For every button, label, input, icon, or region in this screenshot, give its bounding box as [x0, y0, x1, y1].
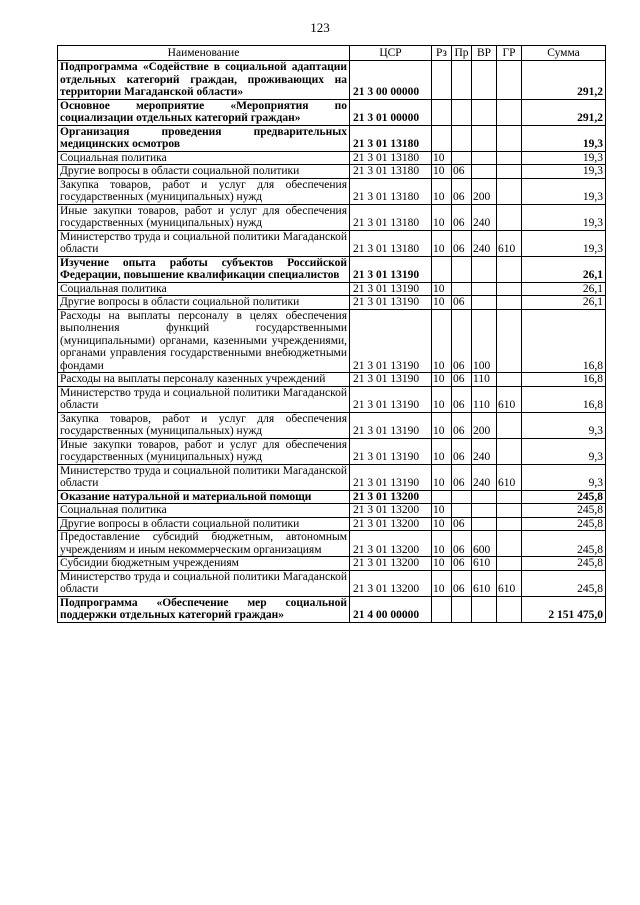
row-vr: [472, 151, 497, 165]
row-name: Иные закупки товаров, работ и услуг для обеспечения государственных (муниципальных) нужд: [58, 438, 350, 464]
budget-table: [57, 45, 606, 623]
row-name: Иные закупки товаров, работ и услуг для обеспечения государственных (муниципальных) нужд: [58, 204, 350, 230]
row-rz: 10: [432, 204, 452, 230]
row-pr: [452, 61, 472, 100]
table-row: [58, 296, 606, 310]
table-row: [58, 596, 606, 622]
table-row: [58, 373, 606, 387]
row-vr: [472, 517, 497, 531]
row-gr: 610: [497, 386, 522, 412]
row-sum: 245,8: [522, 570, 606, 596]
row-gr: [497, 557, 522, 571]
row-csr: 21 3 01 13190: [350, 412, 432, 438]
row-pr: [452, 256, 472, 282]
row-sum: 245,8: [522, 490, 606, 504]
row-gr: [497, 438, 522, 464]
row-gr: [497, 596, 522, 622]
table-row: [58, 386, 606, 412]
row-gr: 610: [497, 570, 522, 596]
row-pr: 06: [452, 517, 472, 531]
row-name: Социальная политика: [58, 151, 350, 165]
row-vr: [472, 256, 497, 282]
row-pr: [452, 504, 472, 518]
table-row: [58, 230, 606, 256]
row-rz: 10: [432, 373, 452, 387]
row-csr: 21 3 01 13190: [350, 256, 432, 282]
row-rz: [432, 596, 452, 622]
row-csr: 21 3 01 13190: [350, 282, 432, 296]
row-gr: [497, 178, 522, 204]
row-gr: [497, 61, 522, 100]
table-row: [58, 178, 606, 204]
row-csr: 21 3 01 00000: [350, 99, 432, 125]
row-vr: [472, 596, 497, 622]
row-name: Организация проведения предварительных медицинских осмотров: [58, 125, 350, 151]
row-gr: [497, 531, 522, 557]
row-rz: 10: [432, 464, 452, 490]
row-pr: [452, 99, 472, 125]
table-row: [58, 531, 606, 557]
row-csr: 21 3 00 00000: [350, 61, 432, 100]
row-vr: 110: [472, 373, 497, 387]
row-sum: 9,3: [522, 412, 606, 438]
table-row: [58, 557, 606, 571]
row-pr: [452, 490, 472, 504]
row-name: Министерство труда и социальной политики Магаданской области: [58, 386, 350, 412]
row-pr: [452, 151, 472, 165]
row-rz: 10: [432, 531, 452, 557]
row-rz: [432, 61, 452, 100]
row-sum: 9,3: [522, 438, 606, 464]
row-rz: [432, 256, 452, 282]
row-gr: [497, 165, 522, 179]
row-csr: 21 3 01 13200: [350, 570, 432, 596]
row-rz: 10: [432, 504, 452, 518]
row-vr: 100: [472, 309, 497, 373]
header-name: Наименование: [58, 46, 350, 61]
row-vr: [472, 99, 497, 125]
row-pr: 06: [452, 531, 472, 557]
row-rz: 10: [432, 296, 452, 310]
row-vr: 240: [472, 438, 497, 464]
table-row: [58, 61, 606, 100]
row-pr: 06: [452, 309, 472, 373]
row-name: Министерство труда и социальной политики Магаданской области: [58, 230, 350, 256]
row-pr: 06: [452, 386, 472, 412]
row-name: Предоставление субсидий бюджетным, автономным учреждениям и иным некоммерческим организациям: [58, 531, 350, 557]
row-rz: 10: [432, 282, 452, 296]
row-csr: 21 3 01 13200: [350, 531, 432, 557]
row-name: Основное мероприятие «Мероприятия по социализации отдельных категорий граждан»: [58, 99, 350, 125]
row-csr: 21 3 01 13190: [350, 438, 432, 464]
header-pr: Пр: [452, 46, 472, 61]
row-csr: 21 3 01 13180: [350, 178, 432, 204]
row-gr: [497, 309, 522, 373]
row-sum: 19,3: [522, 178, 606, 204]
row-vr: 200: [472, 178, 497, 204]
row-vr: 240: [472, 204, 497, 230]
row-csr: 21 3 01 13190: [350, 464, 432, 490]
row-csr: 21 3 01 13180: [350, 165, 432, 179]
row-vr: 200: [472, 412, 497, 438]
row-vr: 110: [472, 386, 497, 412]
row-rz: [432, 490, 452, 504]
row-rz: 10: [432, 309, 452, 373]
row-csr: 21 3 01 13190: [350, 373, 432, 387]
row-csr: 21 3 01 13200: [350, 517, 432, 531]
row-sum: 19,3: [522, 125, 606, 151]
row-sum: 291,2: [522, 99, 606, 125]
row-vr: 600: [472, 531, 497, 557]
table-row: [58, 570, 606, 596]
row-pr: 06: [452, 557, 472, 571]
row-gr: [497, 296, 522, 310]
row-vr: [472, 165, 497, 179]
row-vr: [472, 504, 497, 518]
row-sum: 16,8: [522, 386, 606, 412]
row-csr: 21 3 01 13200: [350, 557, 432, 571]
row-csr: 21 3 01 13200: [350, 490, 432, 504]
row-pr: 06: [452, 464, 472, 490]
row-name: Министерство труда и социальной политики Магаданской области: [58, 464, 350, 490]
row-pr: 06: [452, 296, 472, 310]
row-pr: 06: [452, 178, 472, 204]
row-name: Другие вопросы в области социальной политики: [58, 296, 350, 310]
row-name: Подпрограмма «Содействие в социальной адаптации отдельных категорий граждан, проживающих на территории Магаданской области»: [58, 61, 350, 100]
header-csr: ЦСР: [350, 46, 432, 61]
row-sum: 16,8: [522, 373, 606, 387]
row-sum: 9,3: [522, 464, 606, 490]
table-row: [58, 256, 606, 282]
row-gr: 610: [497, 230, 522, 256]
row-sum: 26,1: [522, 282, 606, 296]
table-body: [58, 61, 606, 623]
table-row: [58, 504, 606, 518]
row-pr: 06: [452, 438, 472, 464]
row-sum: 245,8: [522, 504, 606, 518]
table-row: [58, 490, 606, 504]
header-gr: ГР: [497, 46, 522, 61]
row-pr: [452, 596, 472, 622]
row-csr: 21 3 01 13190: [350, 296, 432, 310]
row-pr: 06: [452, 204, 472, 230]
page-number: 123: [310, 20, 330, 35]
table-row: [58, 99, 606, 125]
row-pr: 06: [452, 165, 472, 179]
row-sum: 2 151 475,0: [522, 596, 606, 622]
row-sum: 19,3: [522, 230, 606, 256]
row-vr: [472, 125, 497, 151]
row-name: Социальная политика: [58, 282, 350, 296]
table-row: [58, 204, 606, 230]
row-pr: 06: [452, 570, 472, 596]
header-rz: Рз: [432, 46, 452, 61]
row-sum: 19,3: [522, 165, 606, 179]
row-pr: 06: [452, 412, 472, 438]
row-csr: 21 3 01 13180: [350, 204, 432, 230]
row-rz: 10: [432, 412, 452, 438]
row-csr: 21 3 01 13190: [350, 386, 432, 412]
row-vr: 610: [472, 557, 497, 571]
row-gr: [497, 256, 522, 282]
table-row: [58, 464, 606, 490]
table-header-row: [58, 46, 606, 61]
row-sum: 291,2: [522, 61, 606, 100]
row-pr: [452, 125, 472, 151]
row-name: Изучение опыта работы субъектов Российской Федерации, повышение квалификации специалистов: [58, 256, 350, 282]
row-gr: [497, 412, 522, 438]
row-gr: 610: [497, 464, 522, 490]
row-vr: 240: [472, 464, 497, 490]
row-gr: [497, 504, 522, 518]
header-vr: ВР: [472, 46, 497, 61]
row-gr: [497, 490, 522, 504]
row-csr: 21 3 01 13200: [350, 504, 432, 518]
row-sum: 245,8: [522, 517, 606, 531]
table-row: [58, 125, 606, 151]
table-row: [58, 151, 606, 165]
row-gr: [497, 204, 522, 230]
row-rz: 10: [432, 165, 452, 179]
row-name: Субсидии бюджетным учреждениям: [58, 557, 350, 571]
row-vr: 610: [472, 570, 497, 596]
row-rz: [432, 99, 452, 125]
row-vr: [472, 490, 497, 504]
row-name: Расходы на выплаты персоналу казенных учреждений: [58, 373, 350, 387]
row-csr: 21 3 01 13180: [350, 125, 432, 151]
row-rz: 10: [432, 570, 452, 596]
row-name: Расходы на выплаты персоналу в целях обеспечения выполнения функций государственными (муниципальными) органами, казенными учреждениями, органами управления государственными внебюджетными фондами: [58, 309, 350, 373]
table-row: [58, 282, 606, 296]
row-sum: 19,3: [522, 204, 606, 230]
row-rz: 10: [432, 151, 452, 165]
row-name: Министерство труда и социальной политики Магаданской области: [58, 570, 350, 596]
header-sum: Сумма: [522, 46, 606, 61]
row-gr: [497, 99, 522, 125]
row-sum: 26,1: [522, 296, 606, 310]
row-rz: 10: [432, 178, 452, 204]
row-sum: 16,8: [522, 309, 606, 373]
row-name: Оказание натуральной и материальной помощи: [58, 490, 350, 504]
row-name: Другие вопросы в области социальной политики: [58, 517, 350, 531]
row-vr: [472, 296, 497, 310]
row-vr: 240: [472, 230, 497, 256]
row-gr: [497, 373, 522, 387]
row-csr: 21 3 01 13180: [350, 230, 432, 256]
row-name: Подпрограмма «Обеспечение мер социальной поддержки отдельных категорий граждан»: [58, 596, 350, 622]
row-rz: 10: [432, 386, 452, 412]
row-rz: [432, 125, 452, 151]
row-name: Закупка товаров, работ и услуг для обеспечения государственных (муниципальных) нужд: [58, 412, 350, 438]
table-row: [58, 165, 606, 179]
table-row: [58, 438, 606, 464]
row-sum: 19,3: [522, 151, 606, 165]
table-row: [58, 309, 606, 373]
row-pr: 06: [452, 230, 472, 256]
row-sum: 26,1: [522, 256, 606, 282]
row-pr: [452, 282, 472, 296]
row-csr: 21 4 00 00000: [350, 596, 432, 622]
row-gr: [497, 517, 522, 531]
row-csr: 21 3 01 13180: [350, 151, 432, 165]
row-pr: 06: [452, 373, 472, 387]
row-rz: 10: [432, 438, 452, 464]
row-sum: 245,8: [522, 531, 606, 557]
row-rz: 10: [432, 517, 452, 531]
row-vr: [472, 282, 497, 296]
row-sum: 245,8: [522, 557, 606, 571]
row-gr: [497, 151, 522, 165]
row-csr: 21 3 01 13190: [350, 309, 432, 373]
row-gr: [497, 125, 522, 151]
row-name: Закупка товаров, работ и услуг для обеспечения государственных (муниципальных) нужд: [58, 178, 350, 204]
row-name: Другие вопросы в области социальной политики: [58, 165, 350, 179]
row-rz: 10: [432, 557, 452, 571]
row-gr: [497, 282, 522, 296]
row-name: Социальная политика: [58, 504, 350, 518]
table-row: [58, 412, 606, 438]
row-vr: [472, 61, 497, 100]
row-rz: 10: [432, 230, 452, 256]
table-row: [58, 517, 606, 531]
